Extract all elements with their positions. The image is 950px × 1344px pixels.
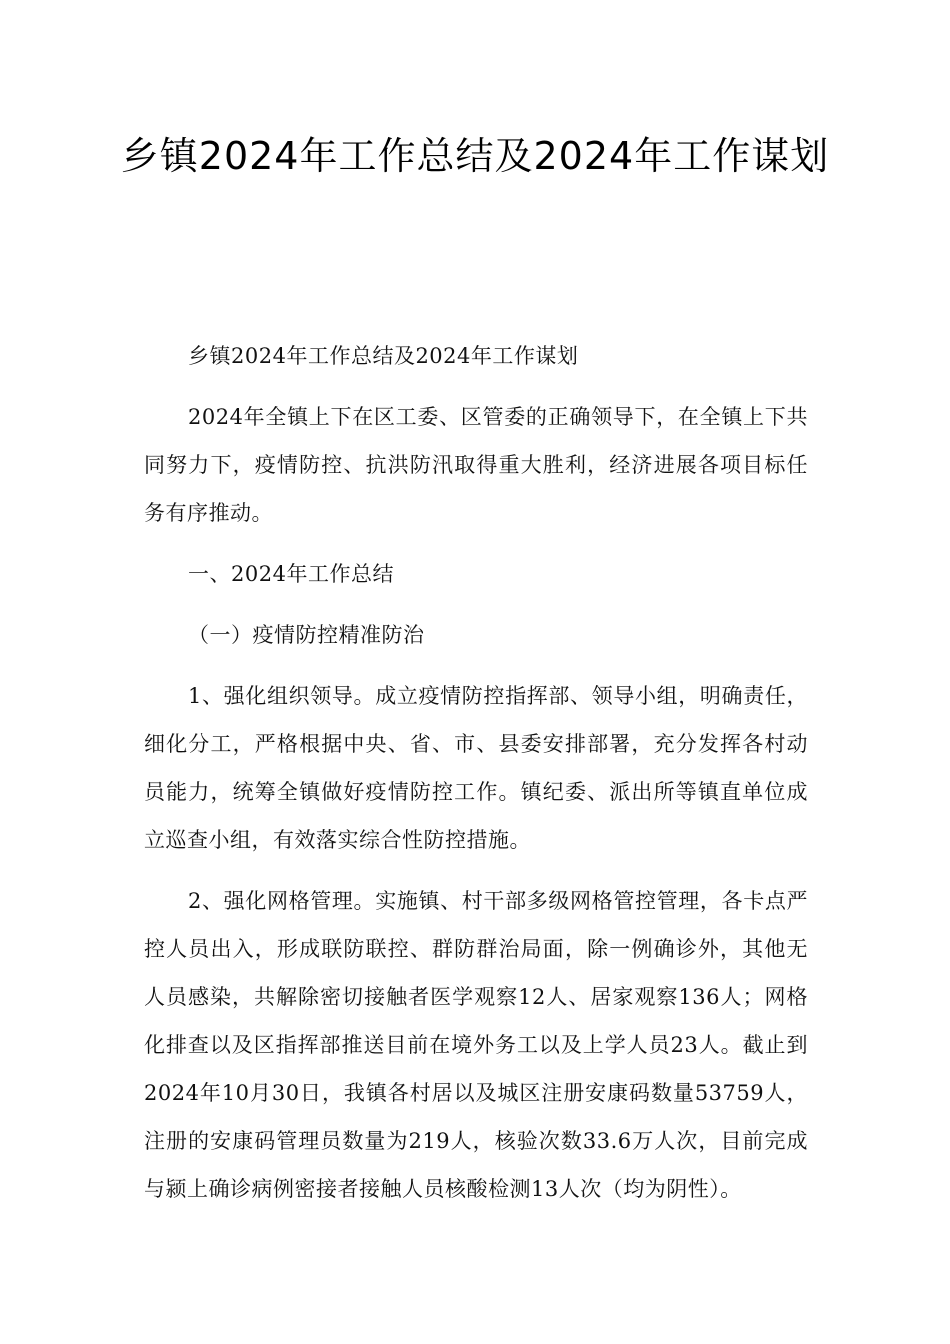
paragraph-intro: 2024年全镇上下在区工委、区管委的正确领导下，在全镇上下共同努力下，疫情防控、抗洪防汛取得重大胜利，经济进展各项目标任务有序推动。 xyxy=(144,405,808,525)
paragraph-item-2: 2、强化网格管理。实施镇、村干部多级网格管控管理，各卡点严控人员出入，形成联防联控、群防群治局面，除一例确诊外，其他无人员感染，共解除密切接触者医学观察12人、居家观察136人；网格化排查以及区指挥部推送目前在境外务工以及上学人员23人。截止到2024年10月30日，我镇各村居以及城区注册安康码数量53759人，注册的安康码管理员数量为219人，核验次数33.6万人次，目前完成与颍上确诊病例密接者接触人员核酸检测13人次（均为阴性）。 xyxy=(144,889,808,1201)
paragraph-subtitle: 乡镇2024年工作总结及2024年工作谋划 xyxy=(188,344,579,368)
document-body xyxy=(144,332,808,1226)
document-title: 乡镇2024年工作总结及2024年工作谋划 xyxy=(120,134,830,178)
paragraph-item-1: 1、强化组织领导。成立疫情防控指挥部、领导小组，明确责任，细化分工，严格根据中央、省、市、县委安排部署，充分发挥各村动员能力，统筹全镇做好疫情防控工作。镇纪委、派出所等镇直单位成立巡查小组，有效落实综合性防控措施。 xyxy=(144,684,808,852)
section-heading: 一、2024年工作总结 xyxy=(188,562,394,586)
subsection-heading: （一）疫情防控精准防治 xyxy=(188,623,425,647)
